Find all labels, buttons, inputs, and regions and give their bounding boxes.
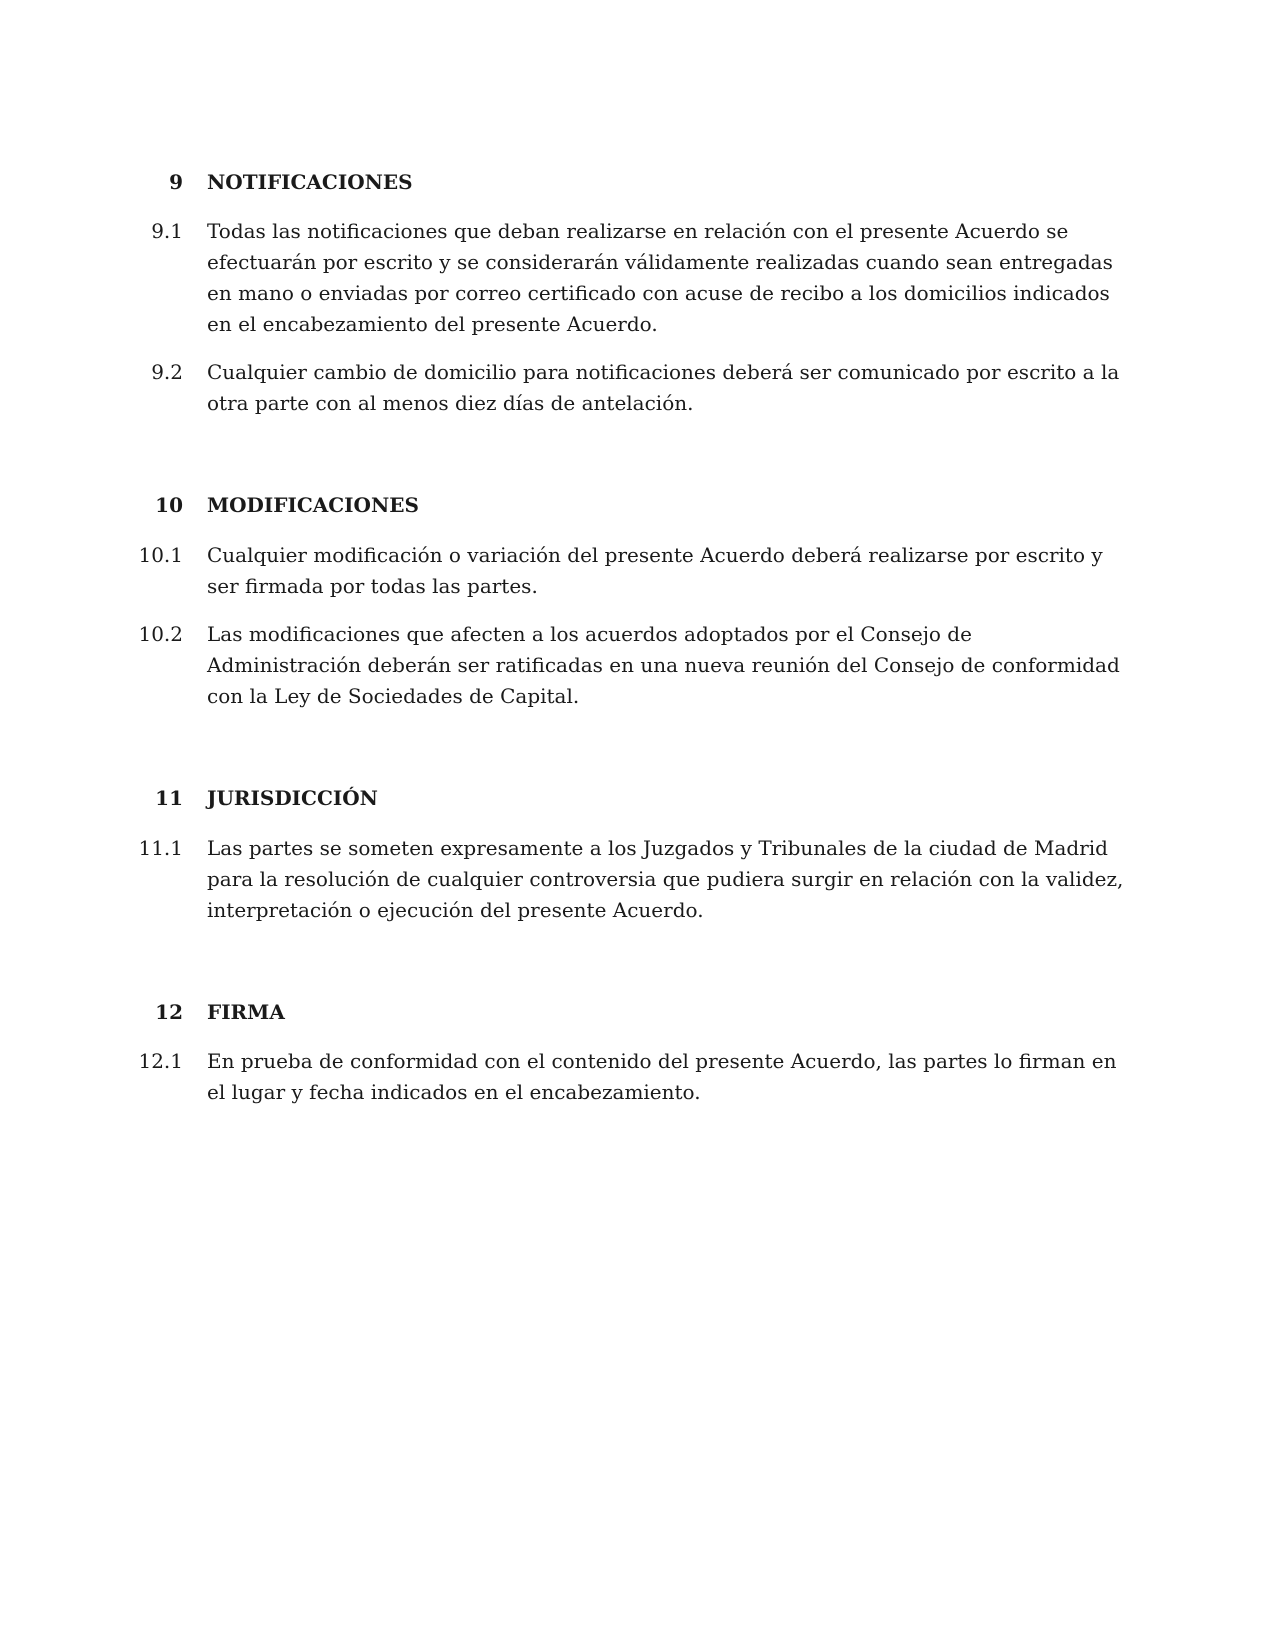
clause-number: 12.1 (138, 1049, 183, 1073)
clause-text: Cualquier cambio de domicilio para notificaciones deberá ser comunicado por escrito a la otra parte con al menos diez días de antelación. (207, 360, 1120, 415)
clause-9-2 (0, 357, 1275, 419)
clause-number: 9.2 (151, 360, 183, 384)
clause-9-1 (0, 216, 1275, 340)
clause-number: 9.1 (151, 219, 183, 243)
section-number: 11 (155, 786, 183, 810)
section-heading (0, 491, 1275, 519)
clause-number: 10.2 (138, 622, 183, 646)
clause-text: En prueba de conformidad con el contenido del presente Acuerdo, las partes lo firman en el lugar y fecha indicados en el encabezamiento. (207, 1049, 1117, 1104)
clause-text: Todas las notificaciones que deban realizarse en relación con el presente Acuerdo se efectuarán por escrito y se considerarán válidamente realizadas cuando sean entregadas en mano o enviadas por correo certificado con acuse de recibo a los domicilios indicados en el encabezamiento del presente Acuerdo. (207, 219, 1113, 336)
section-firma (0, 998, 1275, 1026)
section-title: FIRMA (207, 1000, 285, 1024)
clause-text: Las partes se someten expresamente a los Juzgados y Tribunales de la ciudad de Madrid para la resolución de cualquier controversia que pudiera surgir en relación con la validez, interpretación o ejecución del presente Acuerdo. (207, 836, 1124, 922)
section-heading (0, 168, 1275, 196)
clause-number: 11.1 (138, 836, 183, 860)
section-title: MODIFICACIONES (207, 493, 419, 517)
section-title: NOTIFICACIONES (207, 170, 413, 194)
clause-11-1 (0, 833, 1275, 926)
section-jurisdiccion (0, 784, 1275, 812)
section-heading (0, 998, 1275, 1026)
section-title: JURISDICCIÓN (207, 786, 378, 810)
clause-10-1 (0, 540, 1275, 602)
section-number: 10 (155, 493, 183, 517)
section-number: 12 (155, 1000, 183, 1024)
clause-number: 10.1 (138, 543, 183, 567)
section-heading (0, 784, 1275, 812)
clause-10-2 (0, 619, 1275, 712)
section-number: 9 (169, 170, 183, 194)
clause-12-1 (0, 1046, 1275, 1108)
clause-text: Las modificaciones que afecten a los acuerdos adoptados por el Consejo de Administración deberán ser ratificadas en una nueva reunión del Consejo de conformidad con la Ley de Sociedades de Capital. (207, 622, 1120, 708)
clause-text: Cualquier modificación o variación del presente Acuerdo deberá realizarse por escrito y ser firmada por todas las partes. (207, 543, 1103, 598)
section-modificaciones (0, 491, 1275, 519)
section-notificaciones (0, 168, 1275, 196)
